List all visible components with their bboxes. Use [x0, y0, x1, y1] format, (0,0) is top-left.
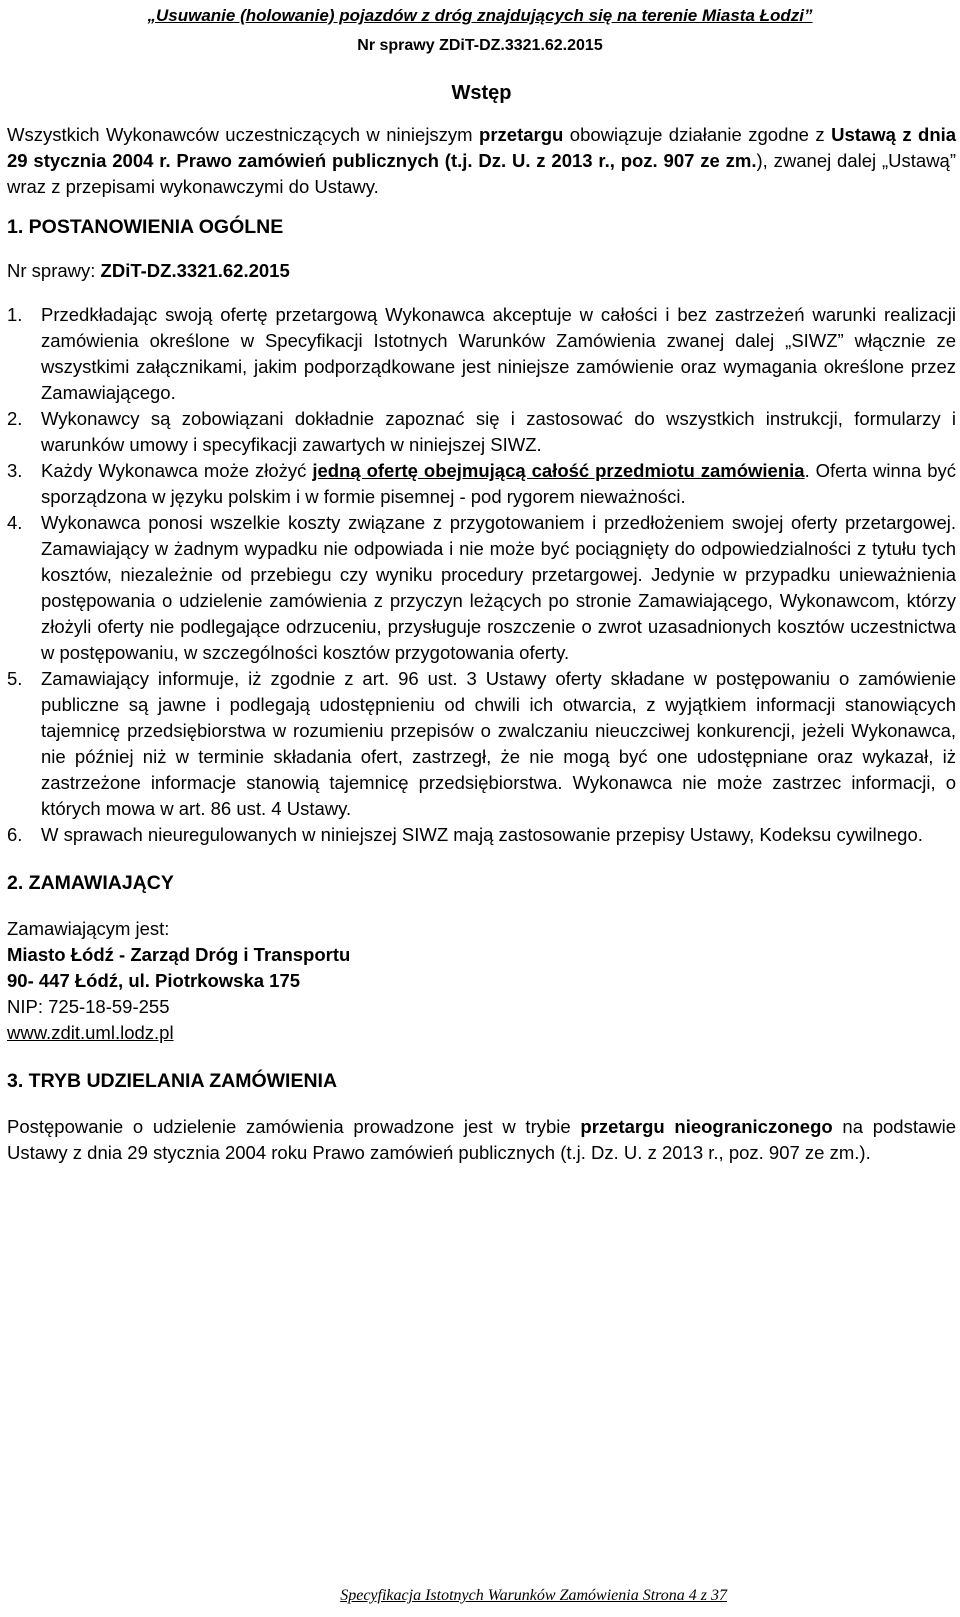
document-header-title: „Usuwanie (holowanie) pojazdów z dróg znajdujących się na terenie Miasta Łodzi” [147, 6, 813, 25]
list-item: 6. W sprawach nieuregulowanych w niniejszej SIWZ mają zastosowanie przepisy Ustawy, Kodeksu cywilnego. [7, 824, 923, 845]
document-body [7, 80, 956, 1166]
section-1-title: 1. POSTANOWIENIA OGÓLNE [7, 216, 284, 238]
list-item: 3. Każdy Wykonawca może złożyć jedną ofertę obejmującą całość przedmiotu zamówienia. Oferta winna być sporządzona w języku polskim i w formie pisemnej - pod rygorem nieważności. [7, 460, 957, 507]
footer-text: Specyfikacja Istotnych Warunków Zamówienia Strona 4 z 37 [340, 1587, 727, 1604]
intro-paragraph: Wszystkich Wykonawców uczestniczących w niniejszym przetargu obowiązuje działanie zgodne z Ustawą z dnia 29 stycznia 2004 r. Prawo zamówień publicznych (t.j. Dz. U. z 2013 r., poz. 907 ze zm.), zwanej dalej „Ustawą” wraz z przepisami wykonawczymi do Ustawy. [7, 124, 957, 197]
list-item: 1. Przedkładając swoją ofertę przetargową Wykonawca akceptuje w całości i bez zastrzeżeń warunki realizacji zamówienia określone w Specyfikacji Istotnych Warunków Zamówienia zwanej dalej „SIWZ” włącznie ze wszystkimi załącznikami, jakim podporządkowane jest niniejsze zamówienie oraz wymagania określone przez Zamawiającego. [7, 304, 956, 403]
website-link[interactable]: www.zdit.uml.lodz.pl [7, 1022, 174, 1043]
document-header-case-number: Nr sprawy ZDiT-DZ.3321.62.2015 [357, 37, 603, 54]
contracting-authority-intro: Zamawiającym jest: [7, 918, 170, 939]
page-footer [0, 1587, 960, 1605]
contracting-authority-address: 90- 447 Łódź, ul. Piotrkowska 175 [7, 970, 301, 991]
procedure-paragraph: Postępowanie o udzielenie zamówienia prowadzone jest w trybie przetargu nieograniczonego na podstawie Ustawy z dnia 29 stycznia 2004 roku Prawo zamówień publicznych (t.j. Dz. U. z 2013 r., poz. 907 ze zm.). [7, 1116, 957, 1163]
contracting-authority-name: Miasto Łódź - Zarząd Dróg i Transportu [7, 944, 351, 965]
contracting-authority-nip: NIP: 725-18-59-255 [7, 996, 170, 1017]
list-item: 4. Wykonawca ponosi wszelkie koszty związane z przygotowaniem i przedłożeniem swojej oferty przetargowej. Zamawiający w żadnym wypadku nie odpowiada i nie może być pociągnięty do odpowiedzialności z tytułu tych kosztów, niezależnie od przebiegu czy wyniku procedury przetargowej. Jedynie w przypadku unieważnienia postępowania o udzielenie zamówienia z przyczyn leżących po stronie Zamawiającego, Wykonawcom, którzy złożyli oferty nie podlegające odrzuceniu, przysługuje roszczenie o zwrot uzasadnionych kosztów uczestnictwa w postępowaniu, w szczególności kosztów przygotowania oferty. [7, 512, 956, 663]
list-item: 2. Wykonawcy są zobowiązani dokładnie zapoznać się i zastosować do wszystkich instrukcji, formularzy i warunków umowy i specyfikacji zawartych w niniejszej SIWZ. [7, 408, 956, 455]
intro-heading: Wstęp [451, 82, 512, 104]
general-provisions-list [7, 302, 956, 848]
section-3-title: 3. TRYB UDZIELANIA ZAMÓWIENIA [7, 1070, 338, 1092]
section-2-title: 2. ZAMAWIAJĄCY [7, 872, 174, 894]
list-item: 5. Zamawiający informuje, iż zgodnie z art. 96 ust. 3 Ustawy oferty składane w postępowaniu o zamówienie publiczne są jawne i podlegają udostępnieniu od chwili ich otwarcia, z wyjątkiem informacji stanowiących tajemnicę przedsiębiorstwa w rozumieniu przepisów o zwalczaniu nieuczciwej konkurencji, jeżeli Wykonawca, nie później niż w terminie składania ofert, zastrzegł, że nie mogą być one udostępniane oraz wykazał, iż zastrzeżone informacje stanowią tajemnicę przedsiębiorstwa. Wykonawca nie może zastrzec informacji, o których mowa w art. 86 ust. 4 Ustawy. [7, 668, 956, 819]
case-number-line: Nr sprawy: ZDiT-DZ.3321.62.2015 [7, 260, 290, 281]
contracting-authority [7, 916, 956, 1046]
